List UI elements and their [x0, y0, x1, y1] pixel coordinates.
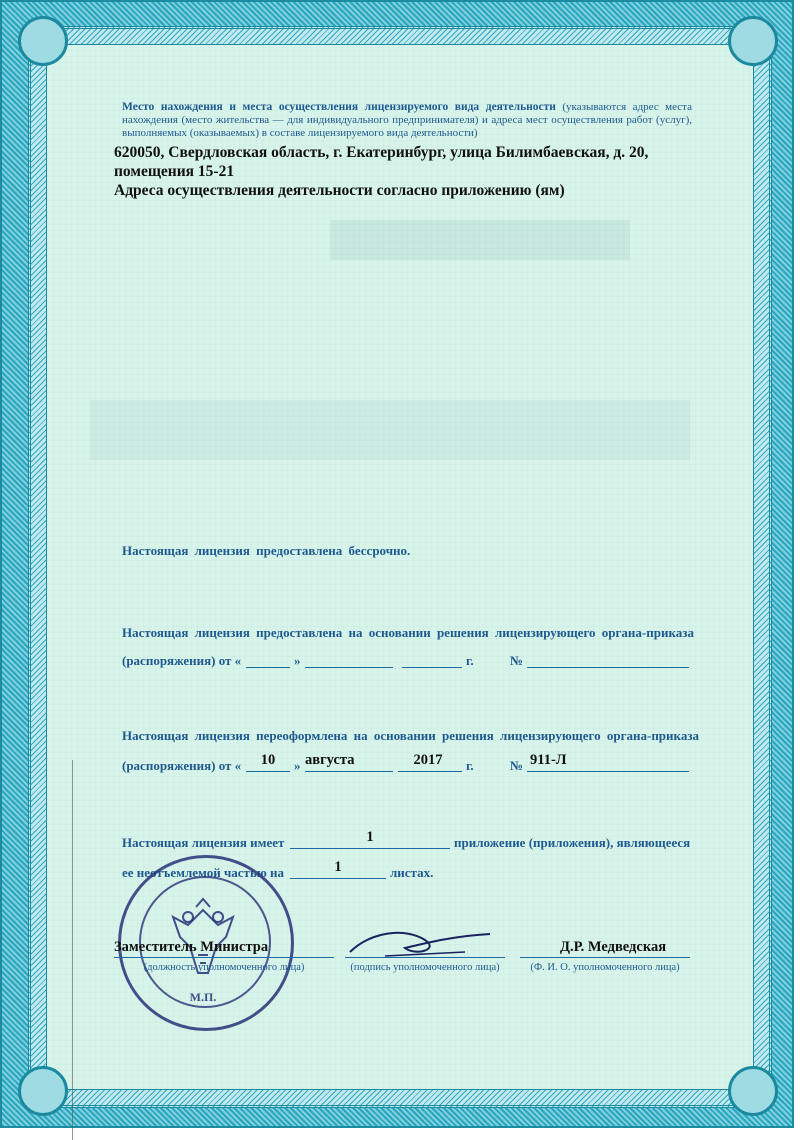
decision-month-field	[305, 667, 393, 668]
scan-edge-line	[72, 760, 73, 1140]
show-through-block	[90, 400, 690, 460]
reissue-month: августа	[305, 752, 355, 768]
decision-day-field	[246, 667, 290, 668]
reissue-day: 10	[260, 752, 276, 768]
appendix-line-2-suffix: листах.	[390, 865, 434, 880]
corner-ornament-bottom-right	[728, 1066, 778, 1116]
reissue-year-suffix: г.	[466, 758, 474, 773]
show-through-block	[330, 220, 630, 260]
corner-ornament-top-right	[728, 16, 778, 66]
reissue-statement: Настоящая лицензия переоформлена на основании решения лицензирующего органа-приказа	[122, 728, 700, 743]
reissue-year-underline	[398, 771, 462, 772]
signature-underline	[345, 957, 505, 958]
reissue-year: 2017	[413, 752, 443, 768]
address-line-1: 620050, Свердловская область, г. Екатеринбург, улица Билимбаевская, д. 20,	[114, 144, 649, 161]
decision-year-field	[402, 667, 462, 668]
signatory-name: Д.Р. Медведская	[560, 939, 667, 955]
stamp-mark: М.П.	[189, 990, 217, 1004]
appendix-sheets-underline	[290, 878, 386, 879]
appendix-line-1-prefix: Настоящая лицензия имеет	[122, 835, 285, 850]
reissue-number-underline	[527, 771, 689, 772]
reissue-number-label: №	[510, 758, 524, 773]
address-line-2: помещения 15-21	[114, 163, 235, 180]
decision-number-field	[527, 667, 689, 668]
signatory-position: Заместитель Министра	[114, 939, 269, 955]
appendix-line-2-prefix: ее неотъемлемой частью на	[122, 865, 284, 880]
header-title: Место нахождения и места осуществления лицензируемого вида деятельности	[122, 101, 556, 113]
appendix-line-1-suffix: приложение (приложения), являющееся	[454, 835, 691, 850]
appendix-sheets: 1	[334, 859, 342, 875]
reissue-quote-close: »	[294, 758, 301, 773]
header-note: работ (услуг), выполняемых (оказываемых) в составе лицензируемого вида деятельности)	[122, 114, 692, 139]
reissue-month-underline	[305, 771, 393, 772]
header-note: (указываются адрес	[562, 101, 659, 113]
address-line-3: Адреса осуществления деятельности согласно приложению (ям)	[114, 182, 565, 199]
validity-statement: Настоящая лицензия предоставлена бессрочно.	[122, 543, 411, 558]
position-underline	[114, 957, 334, 958]
caption-name: (Ф. И. О. уполномоченного лица)	[530, 962, 680, 973]
decision-date-prefix: (распоряжения) от «	[122, 653, 242, 668]
address-section-header	[122, 101, 692, 140]
appendix-count: 1	[366, 829, 374, 845]
caption-position: (должность уполномоченного лица)	[143, 962, 305, 973]
name-underline	[520, 957, 690, 958]
reissue-number: 911-Л	[530, 752, 567, 768]
decision-year-suffix: г.	[466, 653, 474, 668]
reissue-day-underline	[246, 771, 290, 772]
header-note: места нахождения (место жительства — для индивидуального предпринимателя) и адреса мест осуществления	[122, 101, 692, 126]
decision-statement: Настоящая лицензия предоставлена на основании решения лицензирующего органа-приказа	[122, 625, 694, 640]
corner-ornament-bottom-left	[18, 1066, 68, 1116]
reissue-date-prefix: (распоряжения) от «	[122, 758, 242, 773]
caption-signature: (подпись уполномоченного лица)	[350, 962, 500, 973]
handwritten-signature	[345, 922, 495, 962]
decision-quote-close: »	[294, 653, 301, 668]
appendix-count-underline	[290, 848, 450, 849]
decision-number-label: №	[510, 653, 524, 668]
corner-ornament-top-left	[18, 16, 68, 66]
